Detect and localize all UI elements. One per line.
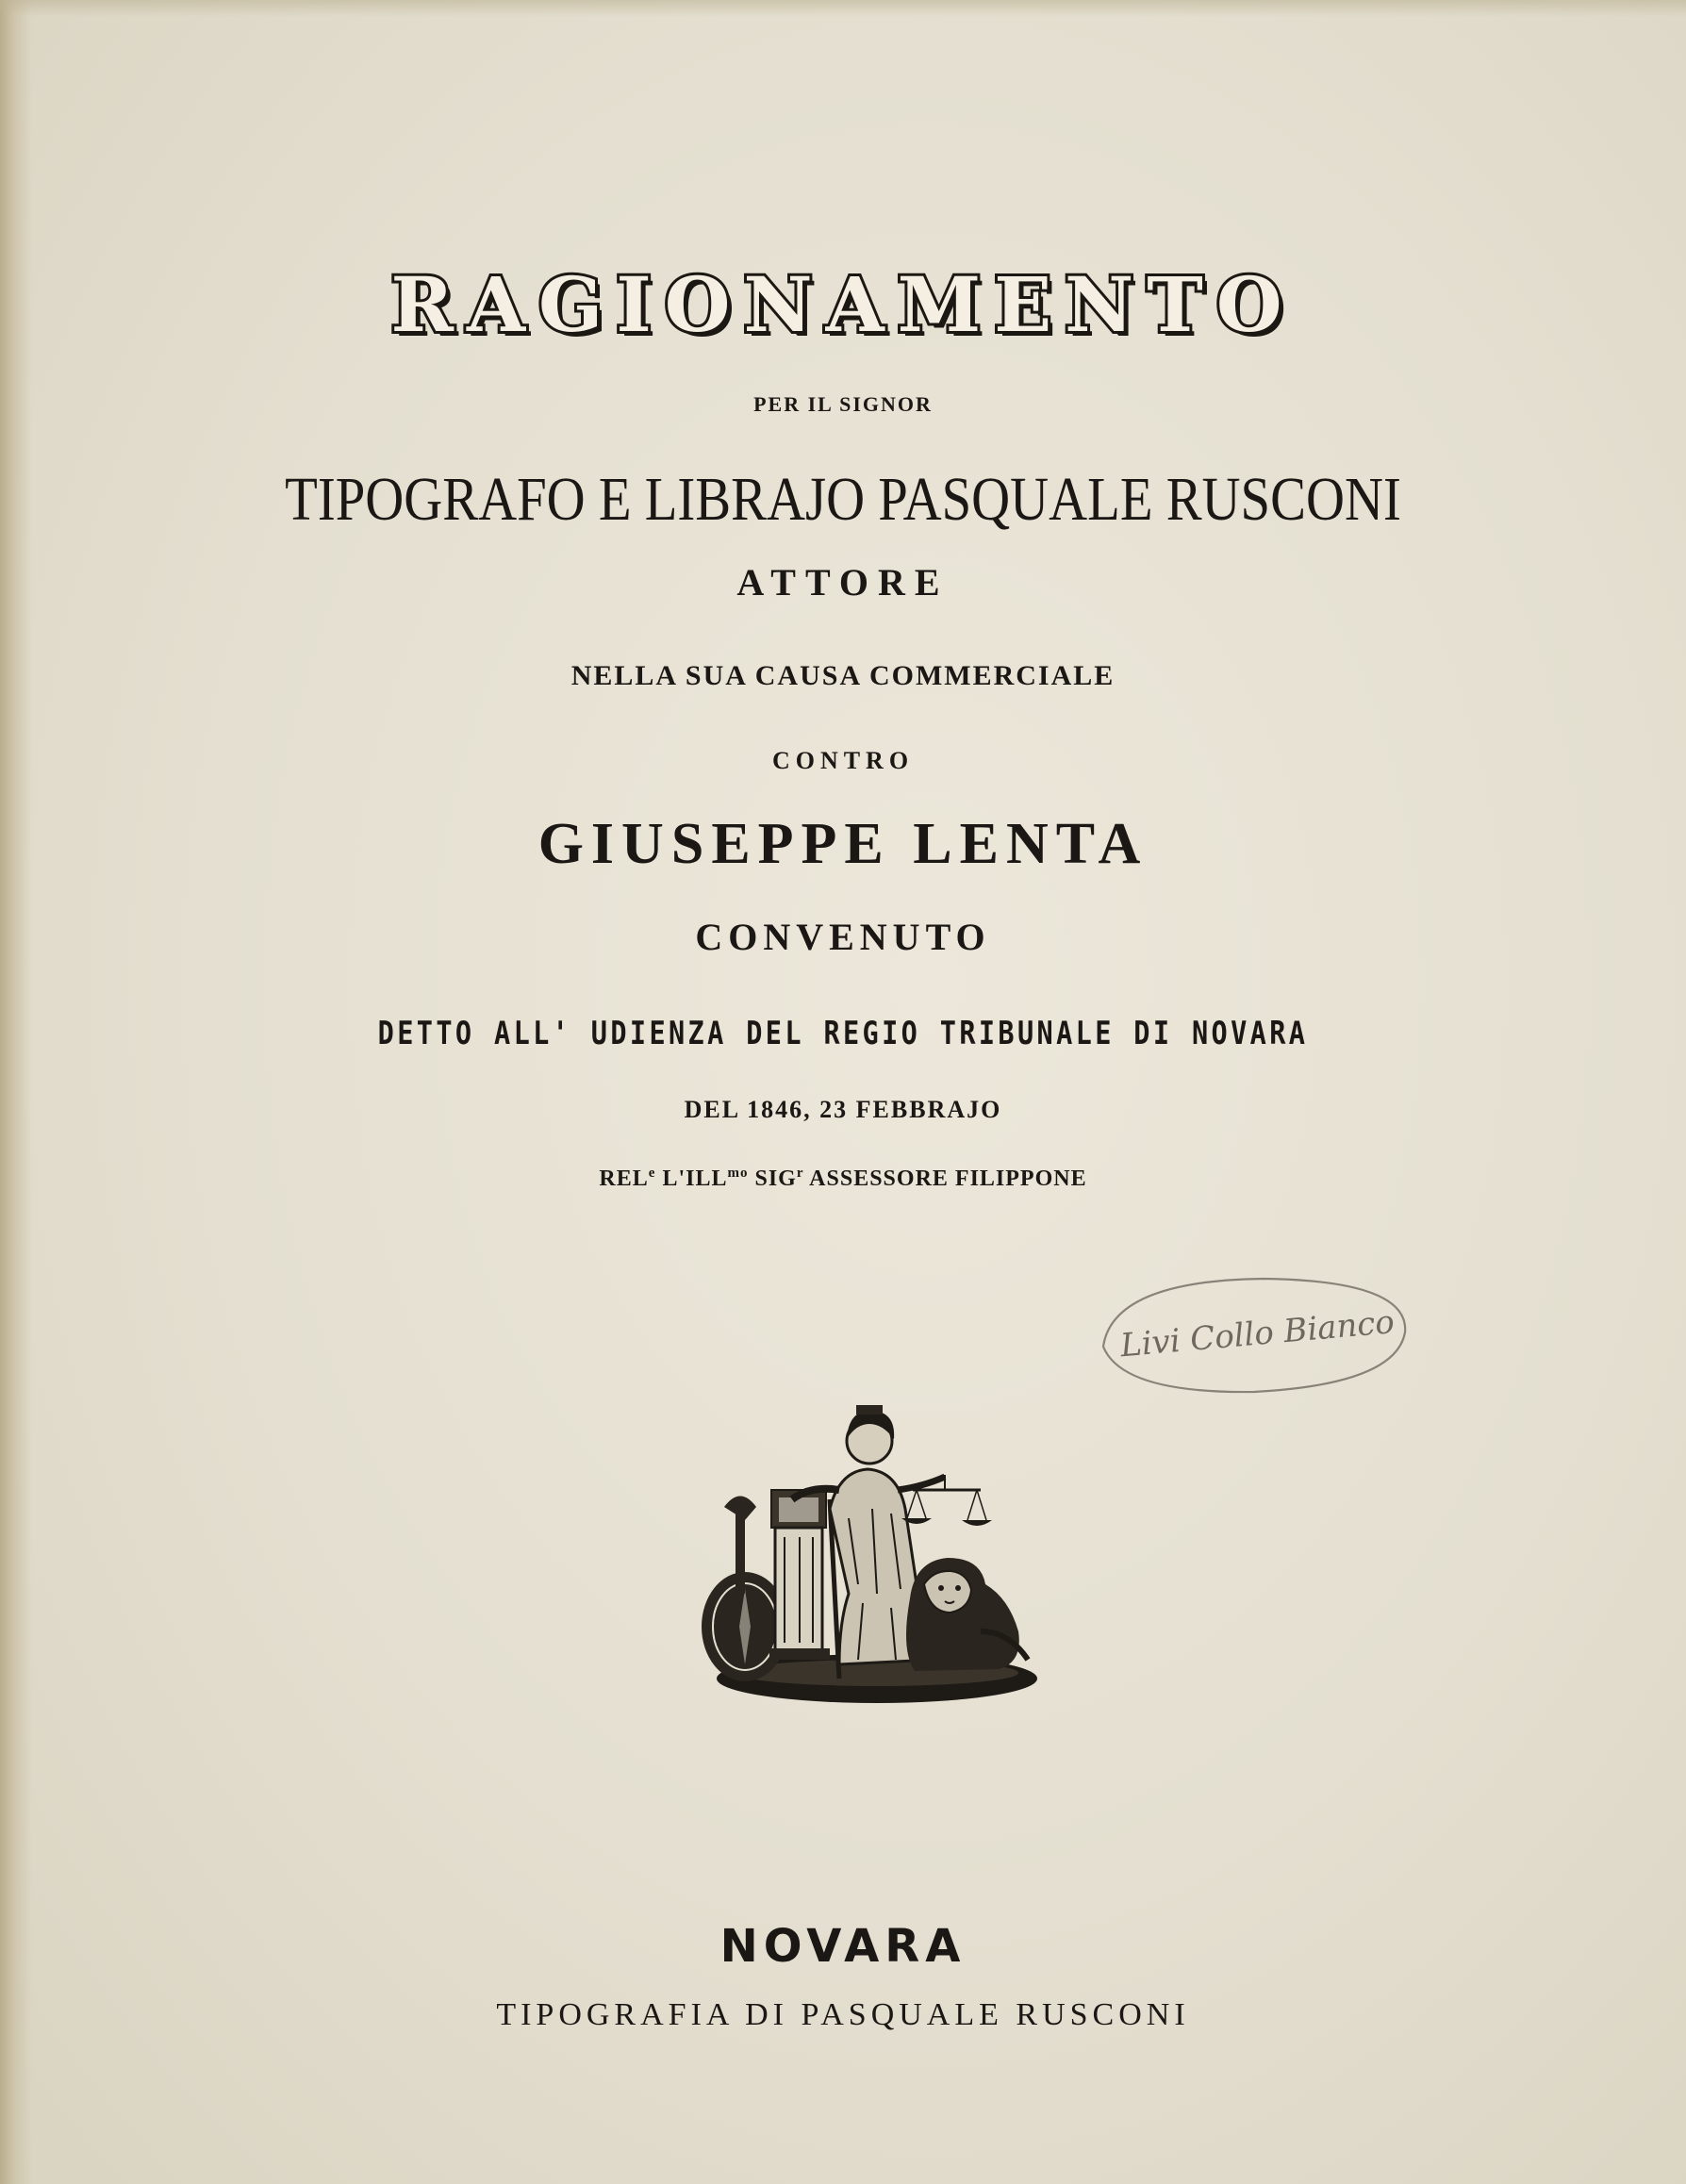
per-il-signor-line: PER IL SIGNOR: [753, 392, 933, 416]
printer-name: TIPOGRAFIA DI PASQUALE RUSCONI: [496, 1997, 1190, 2032]
imprint-city: NOVARA: [719, 1920, 967, 1973]
rel-text: REL: [599, 1166, 649, 1191]
plaintiff-role: ATTORE: [736, 561, 950, 604]
sig-text: SIG: [748, 1166, 797, 1191]
ill-text: L'ILL: [655, 1166, 728, 1191]
ownership-stamp: [1084, 1243, 1424, 1413]
stamp-handwriting: Livi Collo Bianco: [1118, 1303, 1397, 1365]
ill-sup: mo: [727, 1166, 749, 1181]
contro-line: CONTRO: [771, 747, 915, 774]
defendant-name: GIUSEPPE LENTA: [537, 812, 1149, 876]
document-title: RAGIONAMENTO: [390, 260, 1296, 349]
case-type-line: NELLA SUA CAUSA COMMERCIALE: [570, 660, 1116, 691]
assessore-text: ASSESSORE FILIPPONE: [803, 1166, 1087, 1191]
plaintiff-name: TIPOGRAFO E LIBRAJO PASQUALE RUSCONI: [285, 465, 1401, 534]
rel-sup: e: [648, 1166, 656, 1181]
hearing-line: DETTO ALL' UDIENZA DEL REGIO TRIBUNALE DI NOVARA: [377, 1015, 1309, 1052]
sig-sup: r: [796, 1166, 804, 1181]
justice-emblem-icon: [698, 1396, 1047, 1716]
rapporteur-line: [0, 1166, 1686, 1192]
defendant-role: CONVENUTO: [695, 916, 991, 958]
date-line: DEL 1846, 23 FEBBRAJO: [684, 1096, 1002, 1123]
